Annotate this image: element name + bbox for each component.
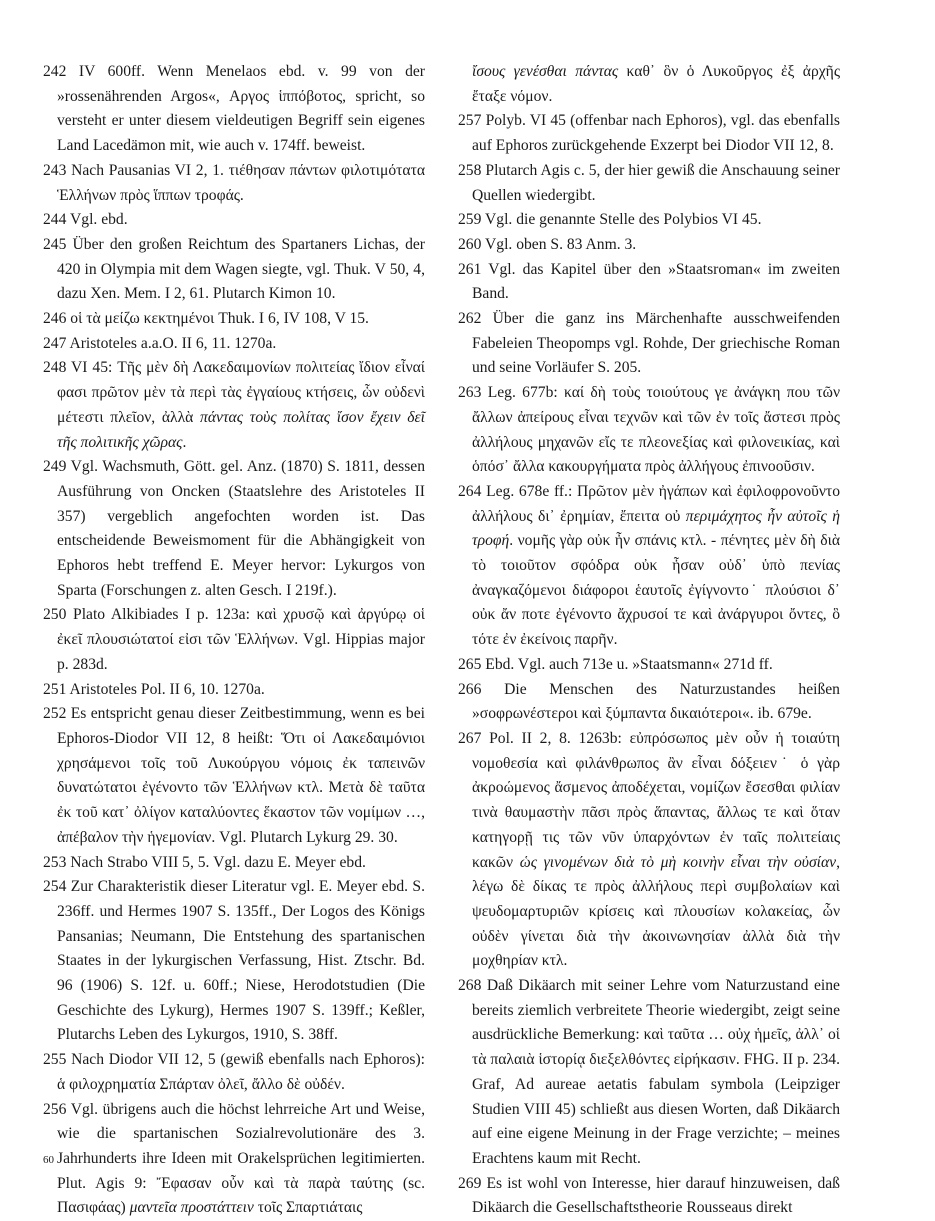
footnote-text: οἱ τὰ μείζω κεκτημένοι Thuk. I 6, IV 108, V 15.: [70, 310, 369, 328]
italic-quote: ἴσους γενέσθαι πάντας: [472, 63, 619, 80]
footnote-text: , λέγω δὲ δίκας τε πρὸς ἀλλήλους περὶ συμβολαίων καὶ ψευδομαρτυριῶν κρίσεις καὶ πλουσίων κολακείας, ὧν οὐδὲν γίνεται διὰ τὴν ἀκοινωνησίαν ἀλλὰ διὰ τὴν μοχθηρίαν κτλ.: [472, 853, 840, 970]
footnote-text: Leg. 677b: καί δὴ τοὺς τοιούτους γε ἀνάγκη που τῶν ἄλλων ἀπείρους εἶναι τεχνῶν καὶ τῶν ἐν τοῖς ἄστεσι πρὸς ἀλλήλους μηχανῶν εἴς τε πλεονεξίας καὶ φιλονεικίας, καὶ ὁπόσ᾽ ἄλλα κακουργήματα πρὸς ἀλλήγους ἐπινοοῦσιν.: [472, 384, 840, 476]
footnote-number: 252: [43, 705, 67, 723]
footnote-267: [458, 727, 840, 974]
footnote-259: [458, 208, 840, 233]
footnote-265: [458, 653, 840, 678]
italic-quote: μαντεῖα προστάττειν: [129, 1199, 254, 1217]
footnote-text: Daß Dikäarch mit seiner Lehre vom Naturzustand eine bereits ziemlich verbreitete Theorie wiedergibt, zeigt seine ausdrückliche Bemerkung: καὶ ταῦτα … οὐχ ἡμεῖς, ἀλλ᾽ οἱ τὰ παλαιὰ ἱστορίᾳ διεξελθόντες εἰρήκασιν. FHG. II p. 234. Graf, Ad aureae aetatis fabulam symbola (Leipziger Studien VIII 45) schließt aus diesen Worten, daß Dikäarch auf eine eigene Meinung in der Frage verzichte; – meines Erachtens kaum mit Recht.: [472, 977, 840, 1167]
footnote-text: Plato Alkibiades I p. 123a: καὶ χρυσῷ καὶ ἀργύρῳ οἱ ἐκεῖ πλουσιώτατοί εἰσι τῶν Ἑλλήνων. Vgl. Hippias major p. 283d.: [57, 606, 425, 673]
footnote-text: Vgl. die genannte Stelle des Polybios VI 45.: [485, 211, 762, 229]
footnote-number: 259: [458, 211, 482, 229]
footnote-text: Vgl. Wachsmuth, Gött. gel. Anz. (1870) S. 1811, dessen Ausführung von Oncken (Staatslehre des Aristoteles II 357) vergeblich angefochten worden ist. Das entscheidende Beweismoment für die Abhängigkeit von Ephoros hebt treffend E. Meyer hervor: Lykurgos von Sparta (Forschungen z. alten Gesch. I 219f.).: [57, 458, 426, 599]
footnote-number: 248: [43, 359, 67, 377]
footnote-number: 244: [43, 211, 67, 229]
italic-quote: πάντας τοὺς πολίτας ἴσον ἔχειν δεῖ τῆς πολιτικῆς χῶρας: [57, 408, 426, 451]
footnote-text: Vgl. oben S. 83 Anm. 3.: [485, 235, 637, 253]
footnote-text: Vgl. ebd.: [70, 211, 128, 229]
footnote-number: 257: [458, 112, 482, 130]
footnote-250: [43, 603, 425, 677]
footnote-261: [458, 258, 840, 307]
footnote-text: Über die ganz ins Märchenhafte ausschweifenden Fabeleien Theopomps vgl. Rohde, Der griechische Roman und seine Vorläufer S. 205.: [472, 310, 840, 377]
footnote-263: [458, 381, 840, 480]
footnote-number: 265: [458, 655, 482, 673]
footnote-text: Über den großen Reichtum des Spartaners Lichas, der 420 in Olympia mit dem Wagen siegte, vgl. Thuk. V 50, 4, dazu Xen. Mem. I 2, 61. Plutarch Kimon 10.: [57, 235, 425, 303]
footnote-244: [43, 208, 425, 233]
footnotes-left-column: [43, 60, 425, 1221]
footnote-text: Plutarch Agis c. 5, der hier gewiß die Anschauung seiner Quellen wiedergibt.: [472, 161, 840, 204]
footnote-text: Leg. 678e ff.: Πρῶτον μὲν ἠγάπων καὶ ἐφιλοφρονοῦντο ἀλλήλους δι᾽ ἐρημίαν, ἔπειτα οὐ: [472, 482, 840, 525]
footnote-249: [43, 455, 425, 603]
footnote-268: [458, 974, 840, 1172]
footnote-text: Nach Pausanias VI 2, 1. τιέθησαν πάντων φιλοτιμότατα Ἑλλήνων πρὸς ἵππων τροφάς.: [57, 161, 426, 204]
italic-quote: περιμάχητος ἦν αὐτοῖς ἡ τροφή: [472, 507, 840, 550]
footnote-number: 247: [43, 334, 67, 352]
footnote-number: 250: [43, 606, 67, 624]
footnote-266: [458, 678, 840, 727]
footnote-number: 262: [458, 310, 482, 328]
footnote-number: 258: [458, 161, 482, 179]
footnote-text: καθ᾽ ὃν ὁ Λυκοῦργος ἐξ ἀρχῆς ἔταξε νόμον.: [472, 63, 840, 105]
footnote-text: Nach Diodor VII 12, 5 (gewiß ebenfalls nach Ephoros): ἁ φιλοχρηματία Σπάρταν ὀλεῖ, ἄλλο δὲ οὐδέν.: [57, 1051, 425, 1093]
footnote-number: 269: [458, 1174, 482, 1192]
footnote-text: τοῖς Σπαρτιάταις: [253, 1199, 363, 1217]
footnote-text: Vgl. das Kapitel über den »Staatsroman« im zweiten Band.: [472, 260, 840, 303]
page-number: 60: [43, 1154, 54, 1166]
footnote-text: Aristoteles a.a.O. II 6, 11. 1270a.: [69, 334, 277, 352]
footnote-text: IV 600ff. Wenn Menelaos ebd. v. 99 von der »rossenährenden Argos«, Αργος ἱππόβοτος, spricht, so versteht er unter diesem vieldeutigen Begriff sein eigenes Land Lacedämon mit, wie auch v. 174ff. beweist.: [57, 63, 425, 155]
footnote-252: [43, 702, 425, 850]
footnote-number: 245: [43, 235, 67, 253]
footnote-262: [458, 307, 840, 381]
footnote-257: [458, 109, 840, 158]
footnote-number: 251: [43, 680, 67, 698]
footnote-number: 253: [43, 853, 67, 871]
footnote-260: [458, 233, 840, 258]
footnote-256: [43, 1098, 425, 1221]
footnote-text: Nach Strabo VIII 5, 5. Vgl. dazu E. Meyer ebd.: [70, 853, 366, 871]
footnotes-right-column: [458, 60, 840, 1221]
footnote-251: [43, 678, 425, 703]
footnote-number: 266: [458, 680, 482, 698]
footnote-242: [43, 60, 425, 159]
footnote-245: [43, 233, 425, 307]
footnote-253: [43, 851, 425, 876]
footnote-text: Vgl. übrigens auch die höchst lehrreiche Art und Weise, wie die spartanischen Sozialrevolutionäre des 3. Jahrhunderts ihre Ideen mit Orakelsprüchen legitimierten. Plut. Agis 9: Ἔφασαν οὖν καὶ τὰ παρὰ ταύτης (sc. Πασιφάας): [57, 1100, 425, 1217]
footnote-text: Zur Charakteristik dieser Literatur vgl. E. Meyer ebd. S. 236ff. und Hermes 1907 S. 135ff., Der Logos des Königs Pansanias; Neumann, Die Entstehung des spartanischen Staates in der lykurgischen Verfassung, Hist. Ztschr. Bd. 96 (1906) S. 12f. u. 60ff.; Niese, Herodotstudien (Die Geschichte des Lykurg), Hermes 1907 S. 139ff.; Keßler, Plutarchs Leben des Lykurgos, 1910, S. 38ff.: [57, 878, 425, 1044]
footnote-text: Aristoteles Pol. II 6, 10. 1270a.: [69, 680, 265, 698]
footnote-247: [43, 332, 425, 357]
footnote-269: [458, 1172, 840, 1221]
footnote-number: 246: [43, 310, 67, 328]
footnote-258: [458, 159, 840, 208]
footnote-text: Pol. II 2, 8. 1263b: εὐπρόσωπος μὲν οὖν ἡ τοιαύτη νομοθεσία καὶ φιλάνθρωπος ἂν εἶναι δόξειεν˙ ὁ γὰρ ἀκροώμενος ἄσμενος ἀποδέχεται, νομίζων ἔσεσθαι φιλίαν τινὰ θαυμαστὴν πᾶσι πρὸς ἅπαντας, ἄλλως τε καὶ ὅταν κατηγορῇ τις τῶν νῦν ὑπαρχόντων ἐν ταῖς πολιτείαις κακῶν: [472, 729, 840, 871]
footnote-text: . νομῆς γὰρ οὐκ ἦν σπάνις κτλ. - πένητες μὲν δὴ διὰ τὸ τοιοῦτον σφόδρα οὐκ ἦσαν οὐδ᾽ ὑπὸ πενίας ἀναγκαζόμενοι διάφοροι ἑαυτοῖς ἐγίγνοντο˙ πλούσιοι δ᾽ οὐκ ἄν ποτε ἐγένοντο ἄχρυσοί τε καὶ ἀνάργυροι ὄντες, ὃ τότε ἐν ἐκείνοις παρῆν.: [472, 532, 840, 649]
footnote-number: 267: [458, 729, 482, 747]
footnote-number: 263: [458, 384, 482, 402]
footnote-number: 260: [458, 235, 482, 253]
italic-quote: ὡς γινομένων διὰ τὸ μὴ κοινὴν εἶναι τὴν οὐσίαν: [519, 853, 837, 871]
footnote-text: VI 45: Τῆς μὲν δὴ Λακεδαιμονίων πολιτείας ἴδιον εἶναί φασι πρῶτον μὲν τὰ περὶ τὰς ἐγγαίους κτήσεις, ὧν οὐδενὶ μέτεστι πλεῖον, ἀλλὰ: [57, 359, 425, 426]
footnote-text: Es ist wohl von Interesse, hier darauf hinzuweisen, daß Dikäarch die Gesellschaftstheorie Rousseaus direkt: [472, 1174, 840, 1217]
footnote-264: [458, 480, 840, 653]
footnote-number: 268: [458, 977, 482, 995]
footnote-text: .: [182, 433, 187, 451]
footnote-text: Es entspricht genau dieser Zeitbestimmung, wenn es bei Ephoros-Diodor VII 12, 8 heißt: Ὅτι οἱ Λακεδαιμόνιοι χρησάμενοι τοῖς τοῦ Λυκούργου νόμοις ἐκ ταπεινῶν δυνατώτατοι ἐγένοντο τῶν Ἑλλήνων κτλ. Μετὰ δὲ ταῦτα ἐκ τοῦ κατ᾽ ὀλίγον καταλύοντες ἕκαστον τῶν νομίμων …, ἀπέβαλον τὴν ἡγεμονίαν. Vgl. Plutarch Lykurg 29. 30.: [57, 705, 425, 846]
footnote-number: 243: [43, 161, 67, 179]
footnote-255: [43, 1048, 425, 1097]
footnote-number: 249: [43, 458, 67, 476]
footnote-number: 254: [43, 878, 67, 896]
footnote-243: [43, 159, 425, 208]
footnote-number: 255: [43, 1051, 67, 1069]
footnote-254: [43, 875, 425, 1048]
footnote-248: [43, 356, 425, 455]
footnote-continuation: [458, 60, 840, 109]
footnote-number: 261: [458, 260, 482, 278]
footnote-number: 264: [458, 482, 482, 500]
footnote-number: 256: [43, 1100, 67, 1118]
footnote-text: Ebd. Vgl. auch 713e u. »Staatsmann« 271d ff.: [485, 655, 773, 673]
footnote-246: [43, 307, 425, 332]
footnote-text: Polyb. VI 45 (offenbar nach Ephoros), vgl. das ebenfalls auf Ephoros zurückgehende Exzerpt bei Diodor VII 12, 8.: [472, 112, 840, 155]
footnote-number: 242: [43, 63, 67, 80]
footnote-text: Die Menschen des Naturzustandes heißen »σοφρωνέστεροι καὶ ξύμπαντα δικαιότεροι«. ib. 679e.: [472, 680, 840, 723]
